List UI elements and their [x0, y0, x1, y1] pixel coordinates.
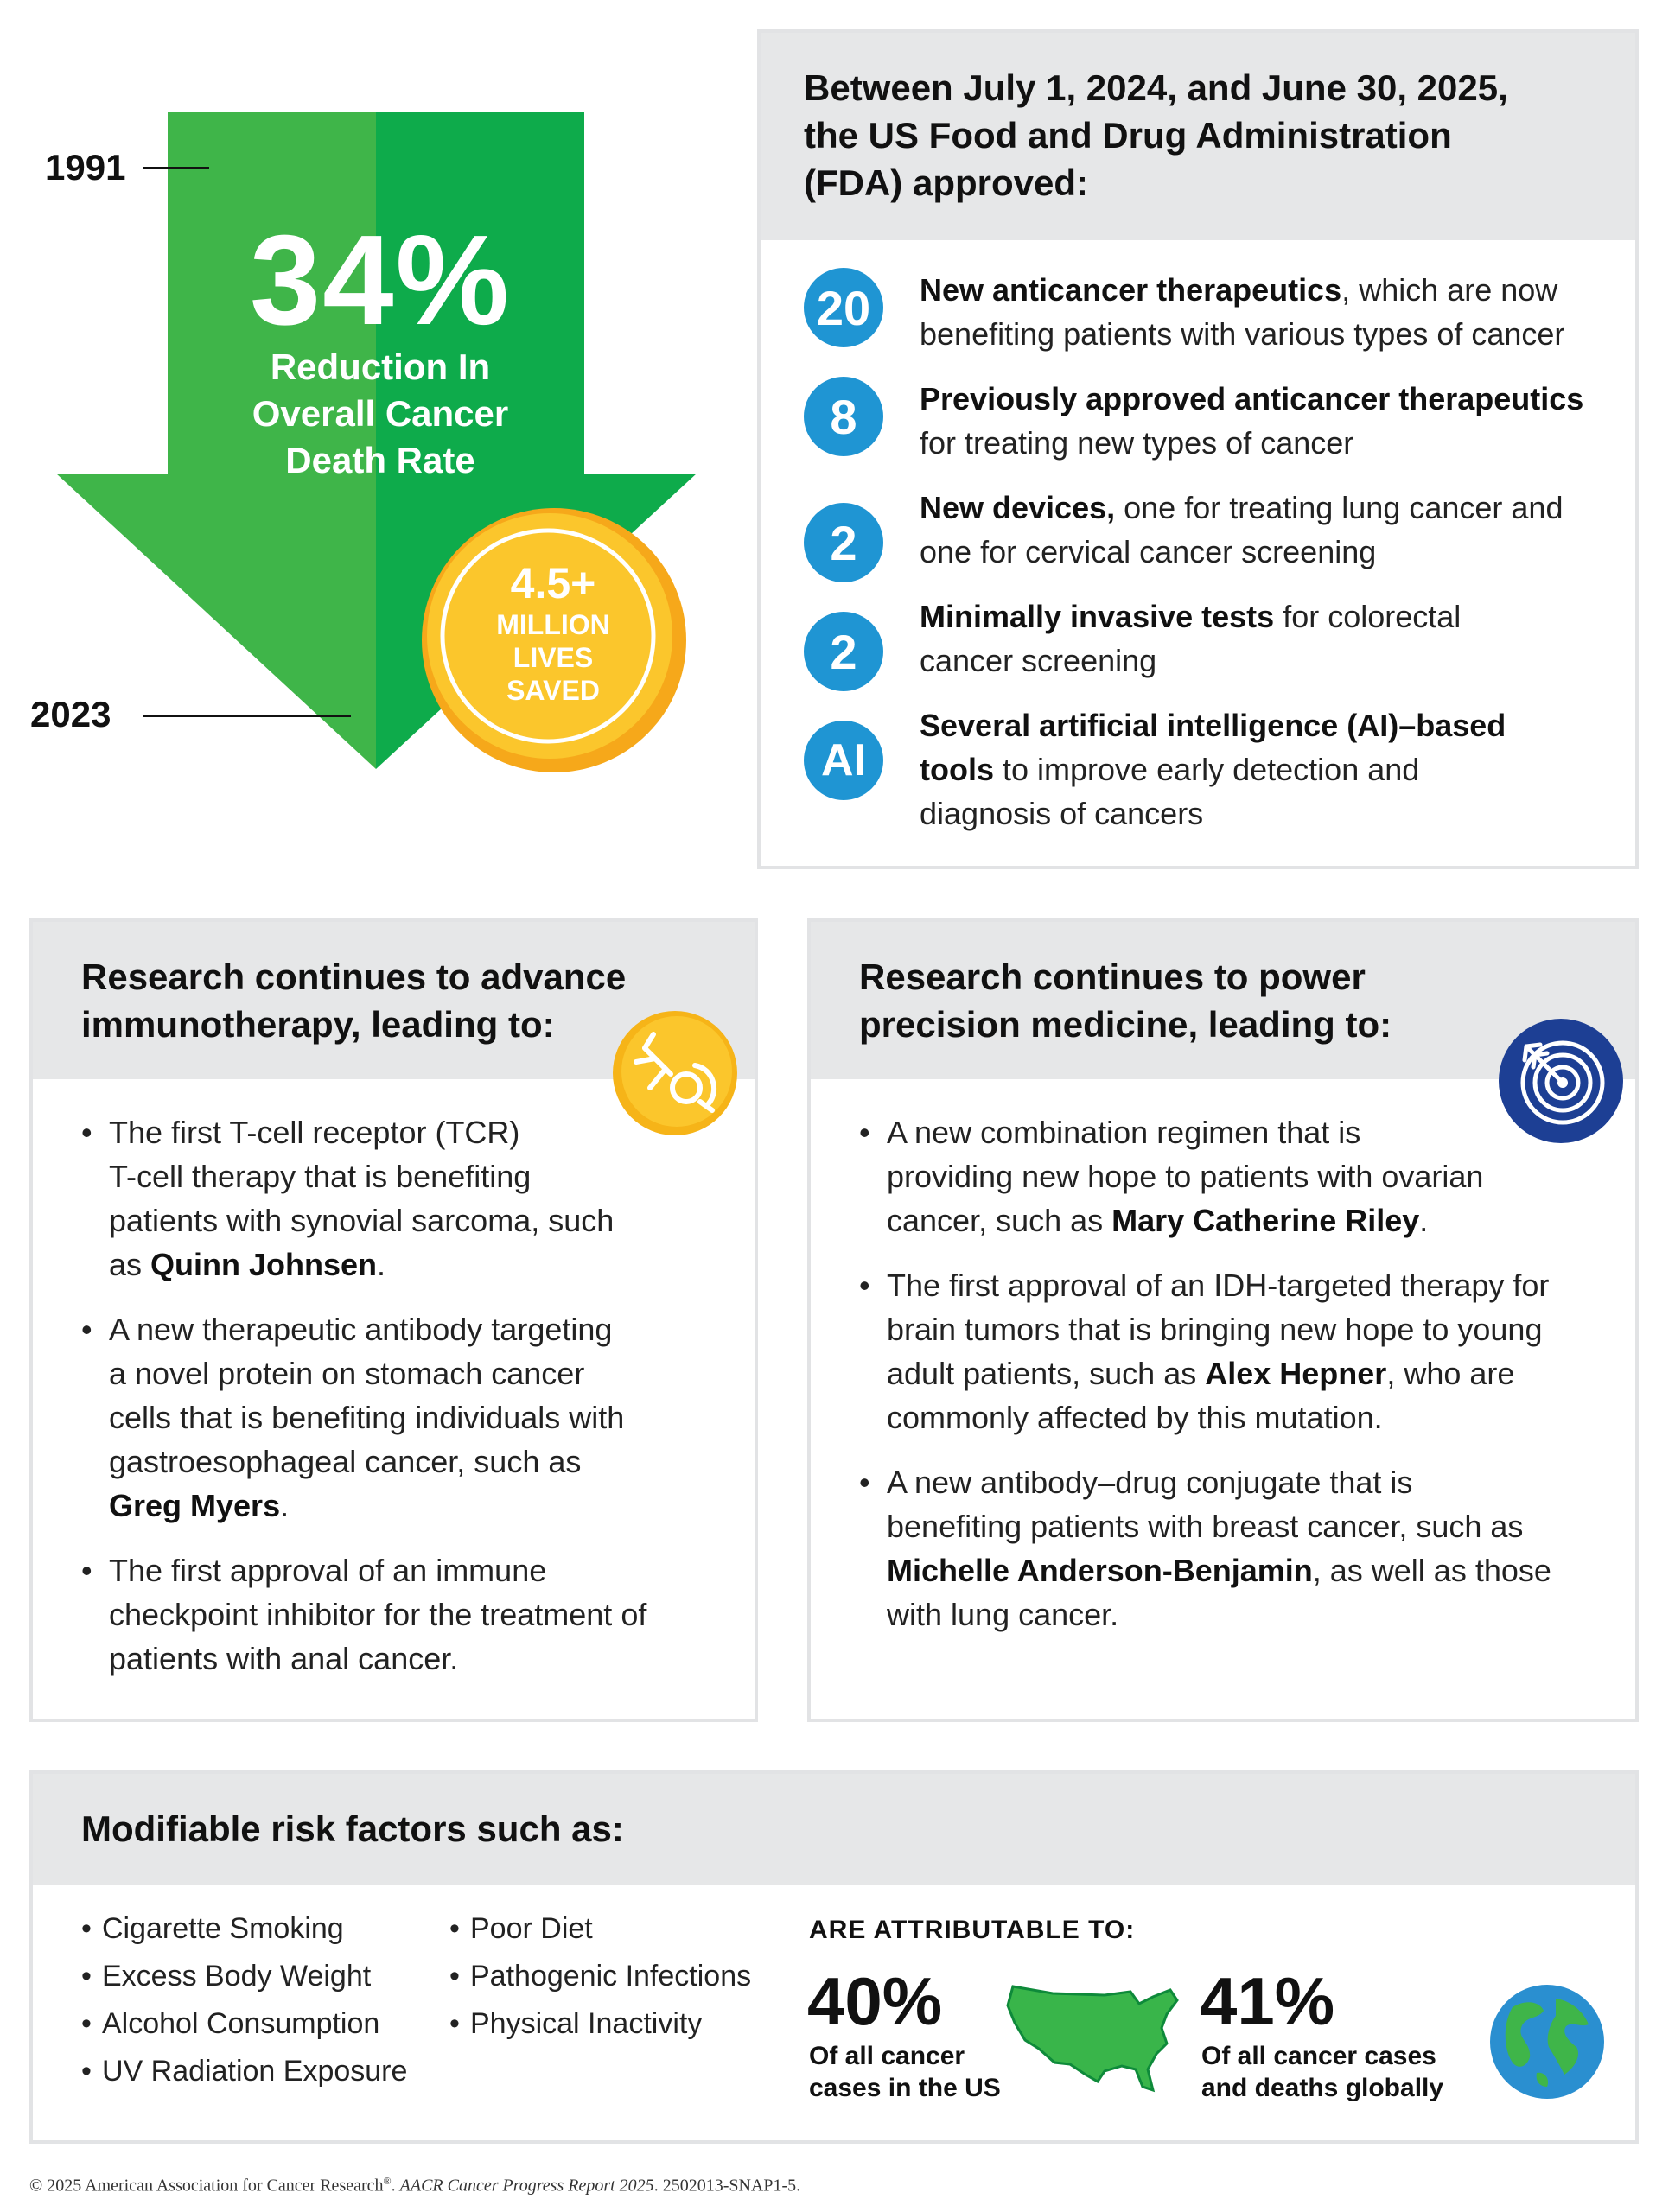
- list-item: • Pathogenic Infections: [449, 1953, 751, 2000]
- year-end-line: [143, 715, 351, 717]
- global-percent: 41%: [1200, 1963, 1335, 2039]
- fda-panel-header: [761, 33, 1635, 240]
- list-item: • Cigarette Smoking: [81, 1905, 407, 1953]
- immunotherapy-list: [81, 1110, 738, 1701]
- us-caption: Of all cancer cases in the US: [809, 2042, 1001, 2102]
- us-percent: 40%: [807, 1963, 943, 2039]
- list-item: • A new therapeutic antibody targeting a novel protein on stomach cancer cells that is benefiting individuals with gastroesophageal cancer, such as Greg Myers.: [81, 1307, 738, 1528]
- year-start-line: [143, 167, 209, 169]
- count-circle-icon: 2: [804, 503, 883, 582]
- fda-panel: [757, 29, 1639, 869]
- list-item: • Excess Body Weight: [81, 1953, 407, 2000]
- precision-medicine-panel: [807, 918, 1639, 1722]
- trend-graphic: [0, 0, 752, 864]
- count-circle-icon: 20: [804, 268, 883, 347]
- risk-list-col2: [449, 1905, 751, 2048]
- immunotherapy-title: Research continues to advance immunotherapy, leading to:: [81, 957, 627, 1045]
- list-item: • Alcohol Consumption: [81, 2000, 407, 2048]
- risk-factors-panel: [29, 1770, 1639, 2144]
- fda-item-text: New devices, one for treating lung cancer and one for cervical cancer screening: [920, 490, 1564, 569]
- risk-header: [33, 1774, 1635, 1885]
- fda-item: [804, 486, 1616, 582]
- fda-item: [804, 594, 1616, 691]
- globe-icon: [1487, 1981, 1608, 2102]
- lives-saved-text: 4.5+ MILLION LIVES SAVED: [496, 559, 610, 706]
- precision-title: Research continues to power precision medicine, leading to:: [859, 957, 1392, 1045]
- list-item: • The first approval of an immune checkpoint inhibitor for the treatment of patients with anal cancer.: [81, 1548, 738, 1681]
- reduction-percent: 34%: [249, 209, 512, 352]
- reduction-label: Reduction In Overall Cancer Death Rate: [252, 346, 509, 480]
- precision-list: [859, 1110, 1620, 1657]
- fda-item-text: New anticancer therapeutics, which are now benefiting patients with various types of cancer: [920, 272, 1565, 352]
- copyright-footer: © 2025 American Association for Cancer Research®. AACR Cancer Progress Report 2025. 2502013-SNAP1-5.: [29, 2175, 801, 2196]
- list-item: • The first T-cell receptor (TCR) T-cell therapy that is benefiting patients with synovial sarcoma, such as Quinn Johnsen.: [81, 1110, 738, 1287]
- fda-item-text: Previously approved anticancer therapeutics for treating new types of cancer: [920, 381, 1584, 461]
- year-start: 1991: [45, 147, 126, 188]
- fda-item: [804, 703, 1616, 836]
- list-item: • UV Radiation Exposure: [81, 2048, 407, 2095]
- list-item: • Poor Diet: [449, 1905, 751, 1953]
- fda-item-text: Several artificial intelligence (AI)–based tools to improve early detection and diagnosis of cancers: [920, 708, 1506, 831]
- list-item: • Physical Inactivity: [449, 2000, 751, 2048]
- fda-item-text: Minimally invasive tests for colorectal cancer screening: [920, 599, 1462, 678]
- risk-list-col1: [81, 1905, 407, 2095]
- global-caption: Of all cancer cases and deaths globally: [1201, 2042, 1444, 2102]
- list-item: • A new combination regimen that is providing new hope to patients with ovarian cancer, such as Mary Catherine Riley.: [859, 1110, 1620, 1243]
- count-circle-icon: 8: [804, 377, 883, 456]
- risk-title: Modifiable risk factors such as:: [81, 1808, 624, 1849]
- us-map-icon: [1001, 1974, 1191, 2095]
- count-circle-icon: 2: [804, 612, 883, 691]
- fda-title: Between July 1, 2024, and June 30, 2025, the US Food and Drug Administration (FDA) approved:: [804, 67, 1508, 203]
- fda-item: [804, 377, 1616, 465]
- year-end: 2023: [30, 694, 111, 734]
- attributable-label: ARE ATTRIBUTABLE TO:: [809, 1916, 1136, 1944]
- immunotherapy-panel: [29, 918, 758, 1722]
- list-item: • A new antibody–drug conjugate that is benefiting patients with breast cancer, such as Michelle Anderson-Benjamin, as well as those with lung cancer.: [859, 1460, 1620, 1637]
- list-item: • The first approval of an IDH-targeted therapy for brain tumors that is bringing new hope to young adult patients, such as Alex Hepner, who are commonly affected by this mutation.: [859, 1263, 1620, 1440]
- count-circle-icon: AI: [804, 721, 883, 800]
- fda-item: [804, 268, 1616, 356]
